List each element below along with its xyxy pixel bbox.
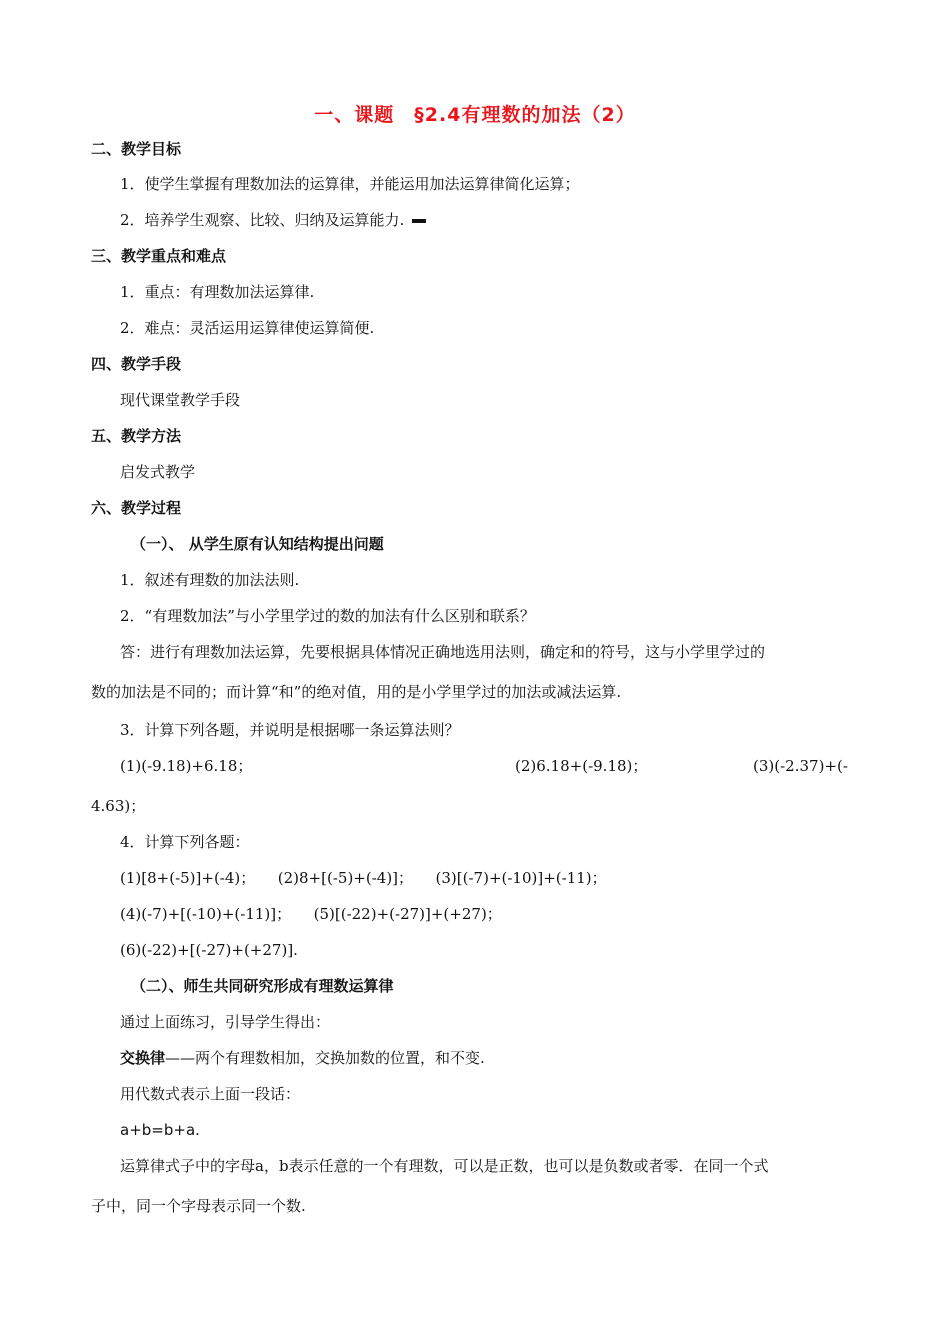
q4-row-2: (4)(-7)+[(-10)+(-11)]； (5)[(-22)+(-27)]+(+27)；: [120, 905, 502, 923]
q3-expression-3: (3)(-2.37)+(-: [753, 757, 848, 775]
heading-teaching-method: 五、教学方法: [91, 427, 182, 445]
q4-row-1: (1)[8+(-5)]+(-4)； (2)8+[(-5)+(-4)]； (3)[(-7)+(-10)]+(-11)；: [120, 869, 607, 887]
heading-teaching-process: 六、教学过程: [91, 499, 182, 517]
key-point-item-2: 2．难点：灵活运用运算律使运算简便.: [120, 319, 375, 337]
key-point-item-1: 1．重点：有理数加法运算律.: [120, 283, 315, 301]
part2-paragraph-3-line-2: 子中，同一个字母表示同一个数.: [91, 1197, 306, 1215]
goal-item-2: 2．培养学生观察、比较、归纳及运算能力.: [120, 210, 426, 230]
formula: a+b=b+a.: [120, 1121, 200, 1139]
teaching-means-text: 现代课堂教学手段: [120, 391, 241, 409]
answer-line-2: 数的加法是不同的；而计算“和”的绝对值，用的是小学里学过的加法或减法运算.: [91, 683, 622, 701]
question-4: 4．计算下列各题：: [120, 833, 250, 851]
heading-key-points: 三、教学重点和难点: [91, 247, 227, 265]
law-text: ——两个有理数相加，交换加数的位置，和不变.: [165, 1049, 485, 1067]
subheading-part-2: （二）、师生共同研究形成有理数运算律: [131, 977, 394, 995]
question-1: 1．叙述有理数的加法法则.: [120, 571, 300, 589]
law-name: 交换律: [120, 1049, 166, 1067]
goal-item-1: 1．使学生掌握有理数加法的运算律，并能运用加法运算律简化运算；: [120, 175, 580, 193]
part2-paragraph-1: 通过上面练习，引导学生得出：: [120, 1013, 331, 1031]
heading-teaching-goals: 二、教学目标: [91, 140, 182, 158]
answer-line-1: 答：进行有理数加法运算，先要根据具体情况正确地选用法则，确定和的符号，这与小学里学过的: [120, 643, 766, 661]
part2-paragraph-2: 用代数式表示上面一段话：: [120, 1085, 301, 1103]
q4-row-3: (6)(-22)+[(-27)+(+27)].: [120, 941, 298, 959]
mark-icon: [412, 219, 426, 223]
q3-expression-3-continued: 4.63)；: [91, 797, 146, 815]
commutative-law: [120, 1048, 485, 1068]
page-title: 一、课题 §2.4有理数的加法（2）: [314, 104, 636, 126]
teaching-method-text: 启发式教学: [120, 463, 196, 481]
part2-paragraph-3-line-1: 运算律式子中的字母a，b表示任意的一个有理数，可以是正数，也可以是负数或者零．在同一个式: [120, 1157, 769, 1175]
q3-expression-1: (1)(-9.18)+6.18；: [120, 757, 253, 775]
question-3: 3．计算下列各题，并说明是根据哪一条运算法则？: [120, 721, 460, 739]
subheading-part-1: （一）、 从学生原有认知结构提出问题: [131, 535, 384, 553]
heading-teaching-means: 四、教学手段: [91, 355, 182, 373]
question-2: 2．“有理数加法”与小学里学过的数的加法有什么区别和联系？: [120, 607, 535, 625]
q3-expression-2: (2)6.18+(-9.18)；: [515, 757, 648, 775]
